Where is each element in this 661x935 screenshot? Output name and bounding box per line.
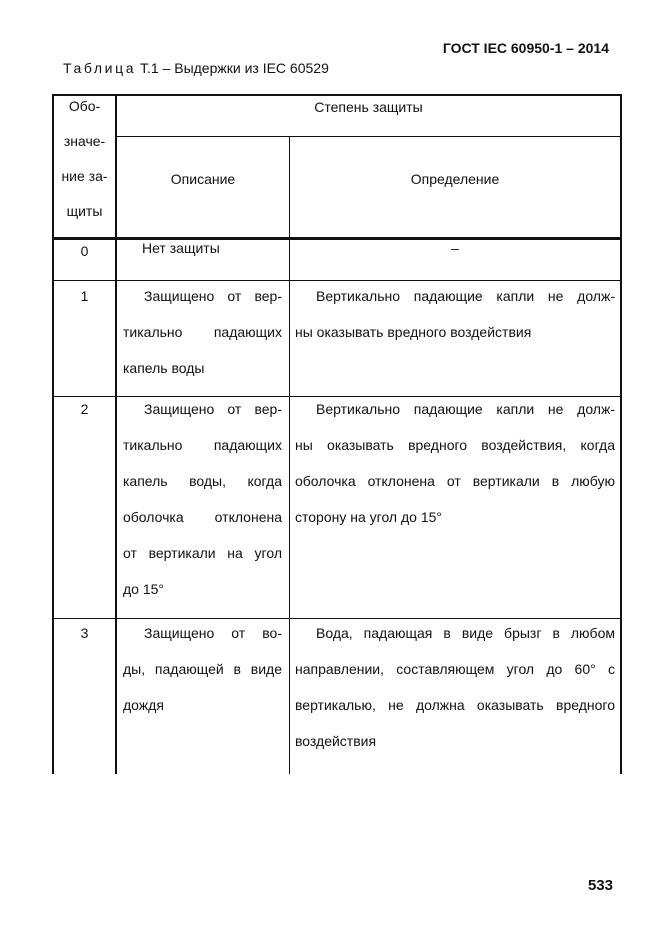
table-right-border <box>620 94 622 774</box>
row-3-definition: Вода, падающая в виде брызг в любом направлении, составляющем угол до 60° с вертикалью, не должна оказывать вредного воздействия <box>295 625 615 749</box>
standard-designation: ГОСТ IEC 60950-1 – 2014 <box>442 40 609 56</box>
row-1-description: Защищено от вер- тикально падающих капель воды <box>123 288 282 376</box>
caption-text: Т.1 – Выдержки из IEC 60529 <box>139 60 329 76</box>
page-number: 533 <box>587 877 613 894</box>
degree-header-divider <box>115 136 622 137</box>
row-0-description: Нет защиты <box>142 240 220 256</box>
header-definition: Определение <box>410 171 500 187</box>
caption-prefix: Таблица <box>63 60 137 76</box>
row-2-code: 2 <box>80 401 89 417</box>
row-0-definition: – <box>451 240 459 256</box>
row-3-code: 3 <box>80 625 89 641</box>
row-1-code: 1 <box>80 288 89 304</box>
protection-table <box>52 94 622 774</box>
row-2-definition: Вертикально падающие капли не долж- ны оказывать вредного воздействия, когда оболочка отклонена от вертикали в любую сторону на угол до 15° <box>295 401 615 525</box>
header-degree: Степень защиты <box>314 99 423 115</box>
row-0-code: 0 <box>80 243 89 259</box>
table-caption <box>63 60 329 76</box>
header-description: Описание <box>170 171 236 187</box>
header-designation: Обо- значе- ние за- щиты <box>61 98 108 219</box>
row-2-description: Защищено от вер- тикально падающих капель воды, когда оболочка отклонена от вертикали на угол до 15° <box>123 401 282 597</box>
row-3-description: Защищено от во- ды, падающей в виде дождя <box>123 625 282 713</box>
row-1-definition: Вертикально падающие капли не долж- ны оказывать вредного воздействия <box>295 288 615 340</box>
